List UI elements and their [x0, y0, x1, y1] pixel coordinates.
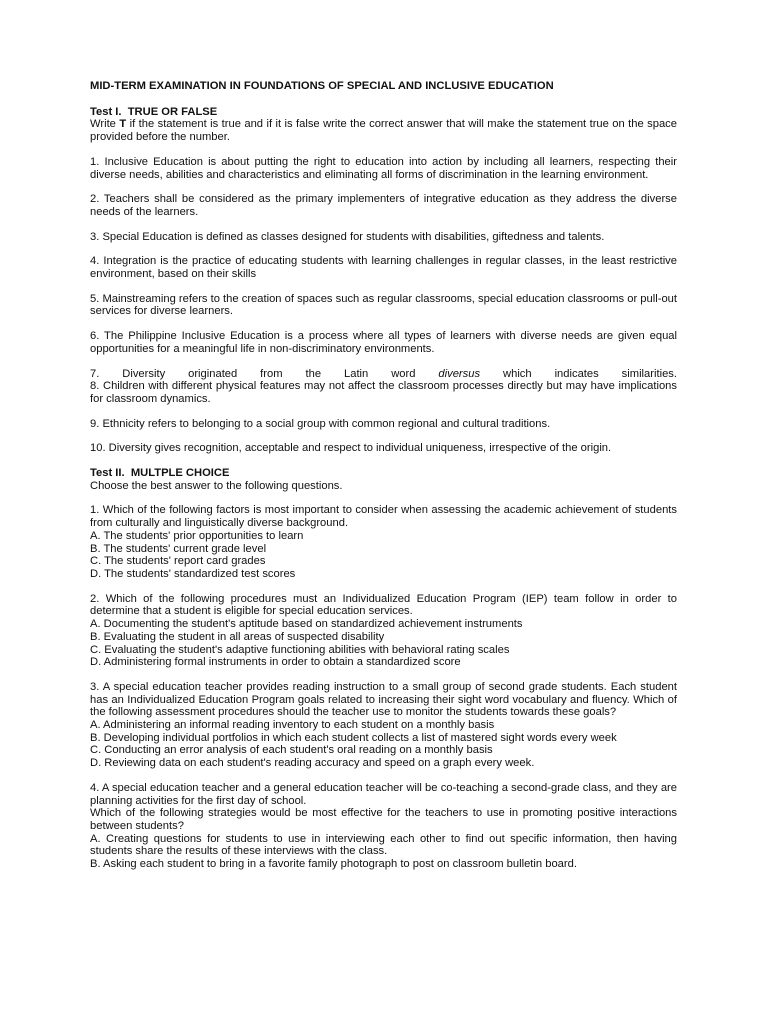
mc-question-stem: 2. Which of the following procedures must an Individualized Education Program (IEP) team follow in order to determine that a student is eligible for special education services. — [90, 592, 677, 618]
test1-instructions: Write T if the statement is true and if it is false write the correct answer that will make the statement true on the space provided before the number. — [90, 118, 677, 144]
mc-option: A. The students' prior opportunities to learn — [90, 529, 304, 542]
tf-item-5: 5. Mainstreaming refers to the creation of spaces such as regular classrooms, special education classrooms or pull-out services for diverse learners. — [90, 292, 677, 318]
mc-option: A. Administering an informal reading inventory to each student on a monthly basis — [90, 719, 495, 732]
mc-option: C. Conducting an error analysis of each student's oral reading on a monthly basis — [90, 744, 493, 757]
mc-question-stem: 3. A special education teacher provides reading instruction to a small group of second grade students. Each student has an Individualized Education Program goals related to increasing their sight word vocabulary and fluency. Which of the following assessment procedures should the teacher use to monitor the students towards these goals? — [90, 680, 677, 719]
test1-name: TRUE OR FALSE — [127, 105, 218, 118]
tf-item-6: 6. The Philippine Inclusive Education is a process where all types of learners with diverse needs are given equal opportunities for a meaningful life in non-discriminatory environments. — [90, 330, 677, 355]
mc-option: C. Evaluating the student's adaptive functioning abilities with behavioral rating scales — [90, 643, 510, 656]
tf-item-2: 2. Teachers shall be considered as the primary implementers of integrative education as they address the diverse needs of the learners. — [90, 193, 677, 218]
mc-option: B. Developing individual portfolios in which each student collects a list of mastered sight words every week — [90, 731, 617, 744]
tf-item-9: 9. Ethnicity refers to belonging to a social group with common regional and cultural traditions. — [90, 417, 551, 430]
tf-item-3: 3. Special Education is defined as classes designed for students with disabilities, giftedness and talents. — [90, 230, 605, 243]
test2-heading — [90, 467, 677, 480]
page-title: MID-TERM EXAMINATION IN FOUNDATIONS OF SPECIAL AND INCLUSIVE EDUCATION — [90, 80, 554, 92]
mc-question-1 — [90, 504, 677, 580]
test2-name: MULTPLE CHOICE — [130, 467, 230, 480]
mc-question-2 — [90, 593, 677, 669]
mc-option: A. Documenting the student's aptitude based on standardized achievement instruments — [90, 618, 523, 631]
test2-instructions: Choose the best answer to the following questions. — [90, 479, 343, 492]
test2-label: Test II. — [90, 467, 125, 480]
tf-item-10: 10. Diversity gives recognition, acceptable and respect to individual uniqueness, irrespective of the origin. — [90, 442, 612, 455]
tf-item-1: 1. Inclusive Education is about putting the right to education into action by including all learners, respecting their diverse needs, abilities and characteristics and eliminating all forms of discrimination in the learning environment. — [90, 155, 677, 181]
true-marker: T — [119, 118, 127, 131]
mc-option: D. Administering formal instruments in order to obtain a standardized score — [90, 656, 461, 669]
mc-option: D. Reviewing data on each student's reading accuracy and speed on a graph every week. — [90, 757, 535, 770]
mc-option: D. The students' standardized test scores — [90, 567, 296, 580]
mc-question-4 — [90, 782, 677, 871]
test1-heading — [90, 106, 677, 119]
mc-question-stem-continued: Which of the following strategies would be most effective for the teachers to use in promoting positive interactions between students? — [90, 807, 677, 832]
tf-item-8: 8. Children with different physical features may not affect the classroom processes directly but may have implications for classroom dynamics. — [90, 380, 677, 405]
mc-option: B. The students' current grade level — [90, 542, 267, 555]
tf-item-4: 4. Integration is the practice of educating students with learning challenges in regular classes, in the least restrictive environment, based on their skills — [90, 255, 677, 281]
mc-option: A. Creating questions for students to use in interviewing each other to find out specific information, then having students share the results of these interviews with the class. — [90, 832, 677, 858]
latin-word: diversus — [438, 367, 481, 380]
tf-item-7: 7. Diversity originated from the Latin word diversus which indicates similarities. — [90, 367, 677, 380]
mc-option: B. Asking each student to bring in a favorite family photograph to post on classroom bulletin board. — [90, 858, 577, 871]
mc-option: C. The students' report card grades — [90, 555, 266, 568]
mc-question-stem: 1. Which of the following factors is most important to consider when assessing the academic achievement of students from culturally and linguistically diverse background. — [90, 504, 677, 530]
mc-question-stem: 4. A special education teacher and a general education teacher will be co-teaching a second-grade class, and they are planning activities for the first day of school. — [90, 781, 677, 807]
mc-question-3 — [90, 681, 677, 770]
mc-option: B. Evaluating the student in all areas of suspected disability — [90, 630, 385, 643]
test1-label: Test I. — [90, 105, 122, 118]
